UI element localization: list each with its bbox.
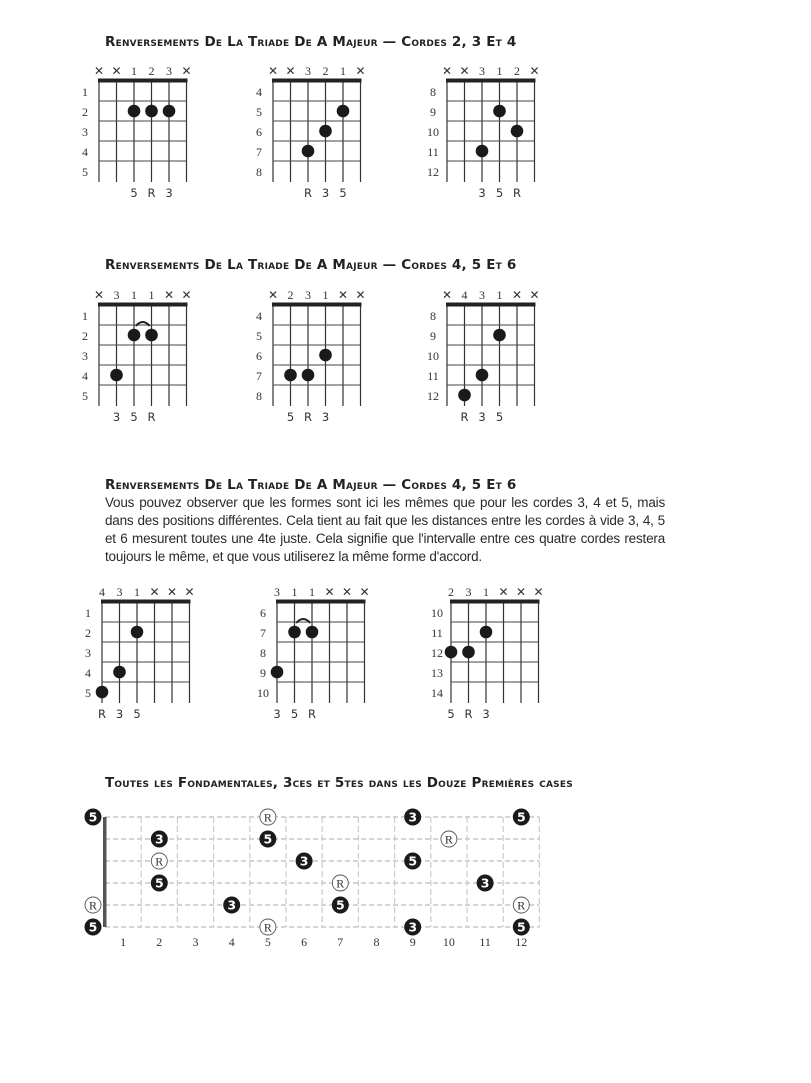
finger-dot (337, 105, 350, 118)
mute-x-icon: ✕ (341, 585, 353, 599)
nut-bar (101, 600, 191, 604)
fret-number: 6 (256, 349, 262, 363)
fret-number: 12 (427, 165, 439, 179)
interval-label: 3 (482, 707, 490, 721)
finger-number: 2 (514, 64, 520, 78)
interval-label: 5 (447, 707, 455, 721)
finger-dot (271, 666, 284, 679)
finger-number: 3 (305, 64, 311, 78)
finger-dot (462, 646, 475, 659)
interval-marker-label: 3 (299, 853, 309, 869)
root-marker-label: R (517, 898, 526, 913)
mute-x-icon: ✕ (359, 585, 370, 599)
interval-marker-label: 5 (88, 919, 98, 935)
fret-number: 2 (85, 626, 91, 640)
finger-dot (128, 105, 141, 118)
interval-label: 5 (495, 410, 504, 424)
fret-number: 10 (257, 686, 269, 700)
nut-bar (272, 303, 362, 307)
finger-number: 3 (479, 288, 485, 302)
fret-number: 5 (256, 105, 262, 119)
fret-number: 1 (82, 309, 88, 323)
fret-number: 10 (427, 349, 439, 363)
fret-number: 11 (427, 369, 439, 383)
interval-marker-label: 5 (335, 897, 345, 913)
finger-number: 2 (148, 64, 155, 78)
finger-number: 4 (461, 288, 468, 302)
mute-x-icon: ✕ (181, 64, 192, 78)
interval-label: R (147, 186, 156, 200)
fret-number: 8 (260, 646, 266, 660)
fretboard-fret-number: 7 (337, 935, 344, 949)
finger-dot (476, 145, 489, 158)
fret-number: 10 (427, 125, 439, 139)
fret-number: 8 (430, 85, 436, 99)
mute-x-icon: ✕ (441, 288, 453, 302)
finger-number: 1 (496, 64, 503, 78)
interval-marker-label: 3 (480, 875, 490, 891)
mute-x-icon: ✕ (337, 288, 349, 302)
finger-number: 3 (113, 288, 120, 302)
fretboard-fret-number: 9 (409, 935, 416, 949)
mute-x-icon: ✕ (533, 585, 544, 599)
fret-number: 7 (256, 369, 262, 383)
interval-label: 5 (130, 410, 138, 424)
interval-marker-label: 5 (516, 919, 526, 935)
finger-number: 1 (148, 288, 155, 302)
nut-bar (446, 79, 536, 83)
interval-label: 3 (273, 707, 281, 721)
fretboard-fret-number: 4 (228, 935, 235, 949)
fret-number: 11 (427, 145, 439, 159)
finger-dot (145, 105, 158, 118)
finger-dot (493, 105, 506, 118)
fret-number: 2 (82, 105, 88, 119)
mute-x-icon: ✕ (285, 64, 296, 78)
interval-marker-label: 3 (227, 897, 237, 913)
nut-bar (272, 79, 362, 83)
finger-dot (319, 125, 332, 138)
finger-dot (284, 369, 297, 382)
finger-number: 3 (479, 64, 485, 78)
fret-number: 3 (85, 646, 91, 660)
finger-number: 3 (465, 585, 472, 599)
finger-dot (511, 125, 524, 138)
finger-dot (458, 389, 471, 402)
fretboard-fret-number: 12 (515, 935, 528, 949)
finger-number: 1 (496, 288, 503, 302)
finger-dot (113, 666, 126, 679)
mute-x-icon: ✕ (267, 64, 279, 78)
finger-number: 2 (448, 585, 454, 599)
fret-number: 1 (82, 85, 88, 99)
finger-number: 1 (340, 64, 346, 78)
finger-number: 3 (116, 585, 123, 599)
fret-number: 5 (82, 389, 88, 403)
finger-dot (476, 369, 489, 382)
finger-dot (110, 369, 123, 382)
interval-label: 3 (165, 186, 173, 200)
interval-label: 3 (115, 707, 124, 721)
interval-marker-label: 5 (154, 875, 164, 891)
fret-number: 8 (256, 165, 262, 179)
interval-label: 3 (321, 410, 330, 424)
finger-number: 1 (291, 585, 298, 599)
mute-x-icon: ✕ (459, 64, 470, 78)
fretboard-fret-number: 10 (442, 935, 455, 949)
interval-label: 5 (130, 186, 138, 200)
mute-x-icon: ✕ (267, 288, 279, 302)
finger-number: 1 (134, 585, 140, 599)
finger-number: 3 (305, 288, 311, 302)
root-marker-label: R (263, 920, 272, 935)
interval-label: R (304, 410, 312, 424)
interval-marker-label: 5 (408, 853, 418, 869)
interval-label: 3 (478, 186, 486, 200)
mute-x-icon: ✕ (181, 288, 192, 302)
fretboard-fret-number: 8 (373, 935, 380, 949)
interval-label: R (513, 186, 521, 200)
mute-x-icon: ✕ (149, 585, 160, 599)
mute-x-icon: ✕ (441, 64, 453, 78)
fretboard-fret-number: 5 (264, 935, 271, 949)
mute-x-icon: ✕ (515, 585, 527, 599)
finger-dot (288, 626, 301, 639)
fret-number: 6 (260, 606, 266, 620)
interval-label: 3 (478, 410, 486, 424)
finger-dot (131, 626, 144, 639)
finger-dot (302, 369, 315, 382)
finger-dot (319, 349, 332, 362)
finger-number: 1 (483, 585, 489, 599)
mute-x-icon: ✕ (529, 288, 540, 302)
finger-number: 2 (322, 64, 329, 78)
root-marker-label: R (263, 810, 272, 825)
interval-marker-label: 3 (154, 831, 164, 847)
interval-label: R (98, 707, 106, 721)
finger-number: 3 (274, 585, 280, 599)
finger-number: 1 (309, 585, 315, 599)
interval-marker-label: 3 (408, 809, 418, 825)
interval-marker-label: 5 (263, 831, 273, 847)
finger-dot (306, 626, 319, 639)
section-title-strings-4-5-6-b: Renversements De La Triade De A Majeur — Cordes 4, 5 Et 6 (105, 477, 517, 493)
mute-x-icon: ✕ (166, 585, 178, 599)
interval-label: R (460, 410, 469, 424)
mute-x-icon: ✕ (93, 288, 105, 302)
fret-number: 10 (431, 606, 443, 620)
interval-label: 5 (339, 186, 347, 200)
finger-number: 1 (131, 64, 137, 78)
mute-x-icon: ✕ (498, 585, 509, 599)
fretboard-title: Toutes les Fondamentales, 3ces et 5tes dans les Douze Premières cases (105, 775, 573, 791)
mute-x-icon: ✕ (324, 585, 335, 599)
interval-marker-label: 3 (408, 919, 418, 935)
fret-number: 5 (82, 165, 88, 179)
mute-x-icon: ✕ (111, 64, 122, 78)
interval-label: 5 (286, 410, 295, 424)
fret-number: 5 (85, 686, 91, 700)
finger-dot (493, 329, 506, 342)
fretboard-fret-number: 3 (192, 935, 199, 949)
fret-number: 11 (431, 626, 443, 640)
fretboard-nut (103, 817, 107, 927)
interval-label: R (147, 410, 156, 424)
interval-label: R (304, 186, 312, 200)
finger-dot (480, 626, 493, 639)
mute-x-icon: ✕ (355, 288, 366, 302)
interval-label: 5 (133, 707, 141, 721)
interval-label: R (308, 707, 316, 721)
fretboard-fret-number: 2 (156, 935, 163, 949)
interval-label: 5 (495, 186, 504, 200)
finger-number: 2 (287, 288, 294, 302)
root-marker-label: R (155, 854, 164, 869)
fret-number: 12 (427, 389, 439, 403)
fret-number: 8 (256, 389, 262, 403)
finger-dot (96, 686, 109, 699)
root-marker-label: R (88, 898, 98, 913)
fret-number: 12 (431, 646, 443, 660)
interval-label: 5 (290, 707, 299, 721)
fret-number: 9 (430, 329, 436, 343)
finger-dot (163, 105, 176, 118)
finger-dot (128, 329, 141, 342)
fret-number: 9 (430, 105, 436, 119)
nut-bar (98, 79, 188, 83)
fret-number: 4 (256, 309, 262, 323)
finger-number: 1 (322, 288, 329, 302)
fret-number: 7 (260, 626, 266, 640)
explanation-paragraph: Vous pouvez observer que les formes sont ici les mêmes que pour les cordes 3, 4 et 5, mais dans des positions différentes. Cela tient au fait que les distances entre les cordes à vide 3, 4, 5 et 6 mesurent toutes une 4te juste. Cela signifie que l'intervalle entre ces quatre cordes restera toujours le même, et que vous utiliserez la même forme d'accord. (105, 495, 665, 564)
fret-number: 8 (430, 309, 436, 323)
fret-number: 5 (256, 329, 262, 343)
mute-x-icon: ✕ (184, 585, 195, 599)
fret-number: 4 (256, 85, 262, 99)
section-title-strings-2-3-4: Renversements De La Triade De A Majeur — Cordes 2, 3 Et 4 (105, 34, 517, 50)
mute-x-icon: ✕ (511, 288, 523, 302)
nut-bar (446, 303, 536, 307)
fret-number: 13 (431, 666, 443, 680)
finger-dot (302, 145, 315, 158)
interval-marker-label: 5 (516, 809, 526, 825)
fret-number: 2 (82, 329, 88, 343)
section-title-strings-4-5-6: Renversements De La Triade De A Majeur — Cordes 4, 5 Et 6 (105, 257, 517, 273)
fret-number: 6 (256, 125, 262, 139)
mute-x-icon: ✕ (93, 64, 105, 78)
fret-number: 9 (260, 666, 266, 680)
fret-number: 7 (256, 145, 262, 159)
mute-x-icon: ✕ (355, 64, 366, 78)
interval-marker-label: 5 (88, 809, 98, 825)
nut-bar (450, 600, 540, 604)
interval-label: R (464, 707, 473, 721)
finger-number: 3 (166, 64, 172, 78)
fret-number: 3 (82, 349, 88, 363)
finger-number: 4 (99, 585, 105, 599)
nut-bar (276, 600, 366, 604)
fretboard-fret-number: 1 (120, 935, 127, 949)
root-marker-label: R (336, 876, 345, 891)
fret-number: 4 (82, 369, 88, 383)
fret-number: 4 (85, 666, 91, 680)
finger-number: 1 (131, 288, 137, 302)
fret-number: 4 (82, 145, 88, 159)
fret-number: 3 (82, 125, 88, 139)
fretboard-fret-number: 6 (301, 935, 308, 949)
interval-label: 3 (112, 410, 121, 424)
nut-bar (98, 303, 188, 307)
finger-dot (145, 329, 158, 342)
finger-dot (445, 646, 458, 659)
mute-x-icon: ✕ (163, 288, 175, 302)
fret-number: 1 (85, 606, 91, 620)
mute-x-icon: ✕ (529, 64, 540, 78)
root-marker-label: R (444, 832, 453, 847)
fret-number: 14 (431, 686, 443, 700)
interval-label: 3 (321, 186, 330, 200)
fretboard-fret-number: 11 (479, 935, 491, 949)
